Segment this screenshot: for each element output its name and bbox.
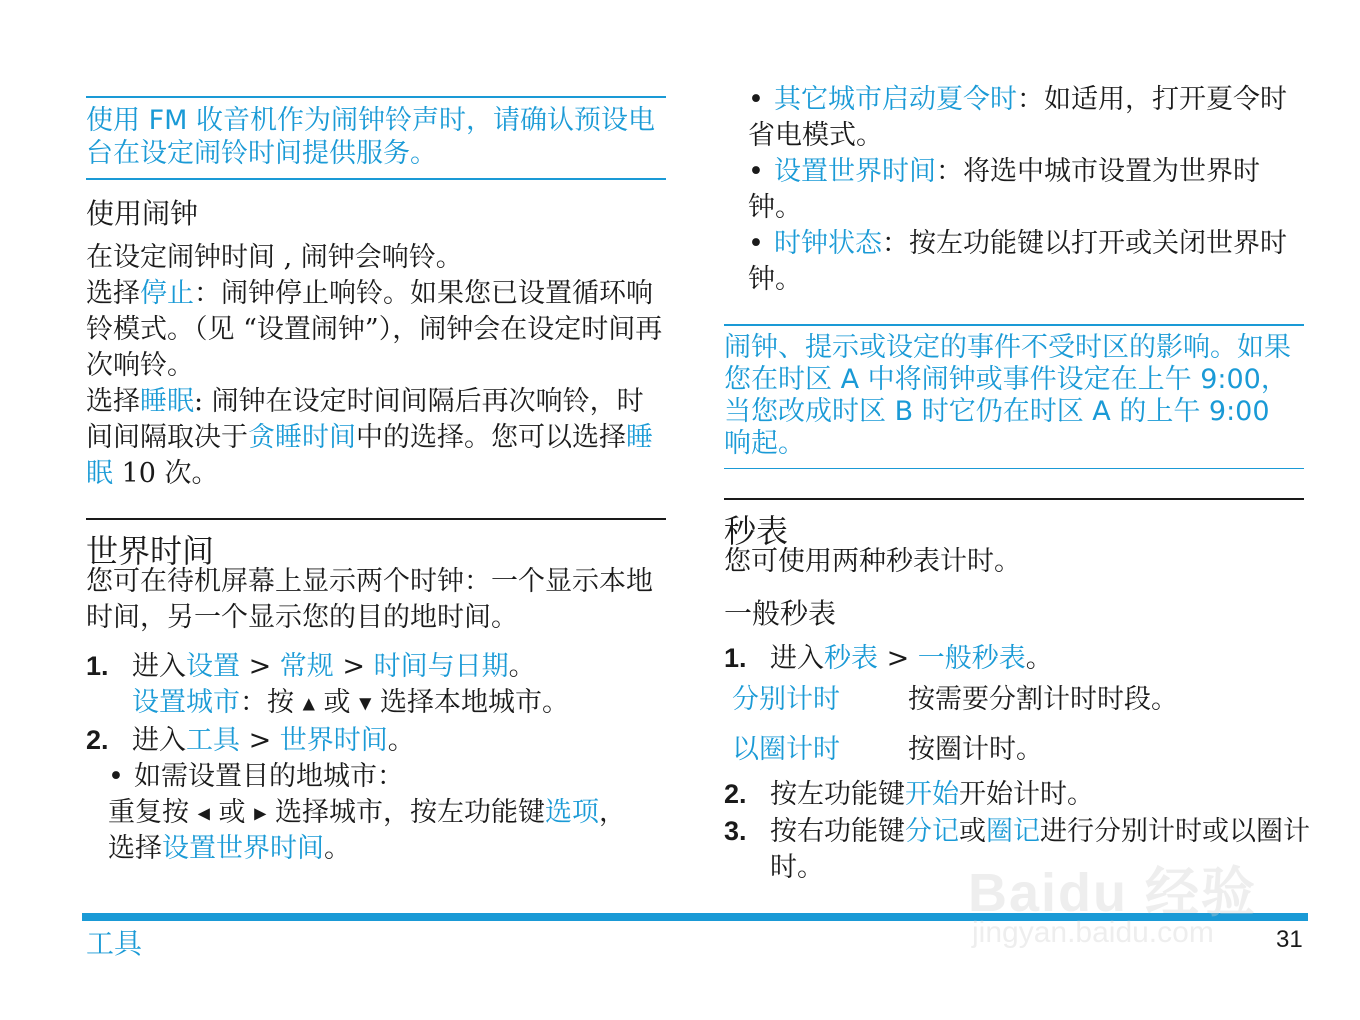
use-alarm-body: [86, 240, 668, 492]
step-2-line4: [86, 831, 686, 867]
stopwatch-intro: 您可使用两种秒表计时。: [724, 546, 1021, 577]
menu-world-time-link[interactable]: 世界时间: [279, 724, 388, 756]
step-2-num: 2.: [86, 724, 109, 755]
timezone-note-text: 闹钟、提示或设定的事件不受时区的影响。如果您在时区 A 中将闹钟或事件设定在上午 9:00，当您改成时区 B 时它仍在时区 A 的上午 9:00 响起。: [724, 332, 1291, 459]
set-city-link[interactable]: 设置城市: [132, 687, 240, 718]
step-1-num: 1.: [724, 643, 747, 673]
world-time-intro: 您可在待机屏幕上显示两个时钟：一个显示本地时间，另一个显示您的目的地时间。: [86, 566, 653, 633]
option-link[interactable]: 其它城市启动夏令时: [774, 84, 1017, 115]
step-3-mid: 或: [959, 816, 986, 847]
menu-time-date-link[interactable]: 时间与日期: [373, 651, 509, 682]
step-2: [86, 722, 686, 759]
stopwatch-heading: 秒表: [724, 512, 789, 550]
use-alarm-heading: 使用闹钟: [86, 197, 199, 230]
text: 选择城市，按左功能键: [266, 796, 545, 828]
period: 。: [508, 651, 536, 682]
options-link[interactable]: 选项: [544, 796, 599, 828]
stopwatch-step-1: [724, 640, 1314, 677]
snooze-paragraph: [86, 384, 668, 492]
timezone-note: [724, 324, 1304, 469]
step-2-num: 2.: [724, 779, 747, 809]
option-link[interactable]: 时钟状态: [774, 228, 882, 259]
up-arrow-icon: ▲: [302, 693, 315, 713]
option-item: [748, 154, 1308, 226]
stopwatch-rule: [724, 498, 1304, 500]
step-1: [86, 648, 686, 685]
baidu-watermark: [968, 850, 1268, 960]
menu-stopwatch-link[interactable]: 秒表: [824, 643, 878, 674]
step-2-line3: [86, 795, 686, 832]
text: 重复按: [108, 796, 198, 828]
sep: >: [240, 651, 280, 682]
lap-link[interactable]: 以圈计时: [732, 734, 840, 765]
normal-stopwatch-heading: 一般秒表: [724, 597, 837, 630]
snooze-link-2[interactable]: 睡眠: [86, 422, 653, 489]
bullet-text: 如需设置目的地城市：: [134, 760, 404, 792]
text: 或: [209, 796, 255, 828]
start-link[interactable]: 开始: [905, 779, 959, 810]
stop-link[interactable]: 停止: [140, 278, 194, 309]
step-1-num: 1.: [86, 651, 109, 681]
option-link[interactable]: 设置世界时间: [774, 156, 936, 187]
period: 。: [387, 724, 415, 756]
option-text: ：如适用，打开夏令时省电模式。: [748, 84, 1287, 151]
step-2-post: 开始计时。: [959, 779, 1094, 810]
footer-section-label: 工具: [86, 927, 143, 960]
snooze-text2: 中的选择。您可以选择: [356, 422, 626, 453]
menu-settings-link[interactable]: 设置: [186, 651, 240, 682]
split-desc: 按需要分割计时时段。: [908, 684, 1178, 715]
split-record-link[interactable]: 分记: [905, 816, 959, 847]
step-3-num: 3.: [724, 816, 747, 846]
menu-general-link[interactable]: 常规: [279, 651, 334, 682]
split-link[interactable]: 分别计时: [732, 684, 840, 715]
text: 选择: [108, 833, 162, 864]
set-world-time-link[interactable]: 设置世界时间: [162, 833, 324, 864]
bullet-icon: •: [108, 760, 124, 792]
step-2-pre: 按左功能键: [770, 779, 905, 810]
text: 选择本地城市。: [371, 687, 569, 718]
step-1-pre: 进入: [770, 643, 824, 674]
down-arrow-icon: ▼: [359, 693, 372, 713]
option-text: ：按左功能键以打开或关闭世界时钟。: [748, 228, 1287, 295]
comma: ，: [598, 796, 626, 828]
world-time-heading: 世界时间: [86, 532, 215, 570]
step-1-line2: [86, 685, 686, 722]
stop-pre: 选择: [86, 278, 140, 309]
lap-desc: 按圈计时。: [908, 734, 1043, 765]
right-arrow-icon: ▶: [254, 803, 267, 822]
snooze-text3: 10 次。: [113, 458, 219, 489]
sep: >: [878, 643, 918, 674]
step-2: [724, 776, 1314, 813]
sep: >: [240, 724, 280, 756]
step-1-pre: 进入: [132, 651, 186, 682]
step-3-pre: 按右功能键: [770, 816, 905, 847]
menu-normal-stopwatch-link[interactable]: 一般秒表: [917, 643, 1026, 674]
stop-text: ：闹钟停止响铃。如果您已设置循环响铃模式。（见 “设置闹钟”），闹钟会在设定时间再次响铃。: [86, 278, 663, 381]
period: 。: [1025, 643, 1053, 674]
period: 。: [324, 833, 351, 864]
use-alarm-line1: 在设定闹钟时间 , 闹钟会响铃。: [86, 242, 463, 273]
lap-record-link[interactable]: 圈记: [986, 816, 1040, 847]
step-3-post: 进行分别计时或以圈计时。: [770, 816, 1310, 883]
option-text: ：将选中城市设置为世界时钟。: [748, 156, 1260, 223]
left-arrow-icon: ◀: [197, 803, 210, 822]
menu-tools-link[interactable]: 工具: [186, 724, 240, 756]
lap-term: [732, 732, 840, 768]
world-time-steps: [86, 648, 686, 867]
bullet-icon: •: [748, 228, 764, 259]
text: 或: [314, 687, 360, 718]
split-term: [732, 682, 840, 718]
alarm-fm-note: [86, 96, 666, 180]
world-time-options-list: [748, 82, 1308, 298]
text: ：按: [240, 687, 303, 718]
snooze-time-link[interactable]: 贪睡时间: [248, 422, 356, 453]
stop-paragraph: [86, 276, 668, 384]
snooze-link[interactable]: 睡眠: [140, 386, 194, 417]
option-item: [748, 82, 1308, 154]
world-time-rule: [86, 518, 666, 520]
bullet-icon: •: [748, 156, 764, 187]
page-number: 31: [1276, 926, 1303, 953]
snooze-pre: 选择: [86, 386, 140, 417]
step-2-pre: 进入: [132, 724, 186, 756]
step-2-bullet: [86, 759, 686, 795]
sep: >: [333, 651, 374, 682]
alarm-fm-note-text: 使用 FM 收音机作为闹钟铃声时，请确认预设电台在设定闹铃时间提供服务。: [86, 105, 655, 169]
option-item: [748, 226, 1308, 298]
bullet-icon: •: [748, 84, 764, 115]
watermark-url: jingyan.baidu.com: [972, 916, 1214, 949]
watermark-logo-text: Baidu 经验: [968, 863, 1258, 923]
snooze-text1: : 闹钟在设定时间间隔后再次响铃，时间间隔取决于: [86, 386, 644, 453]
